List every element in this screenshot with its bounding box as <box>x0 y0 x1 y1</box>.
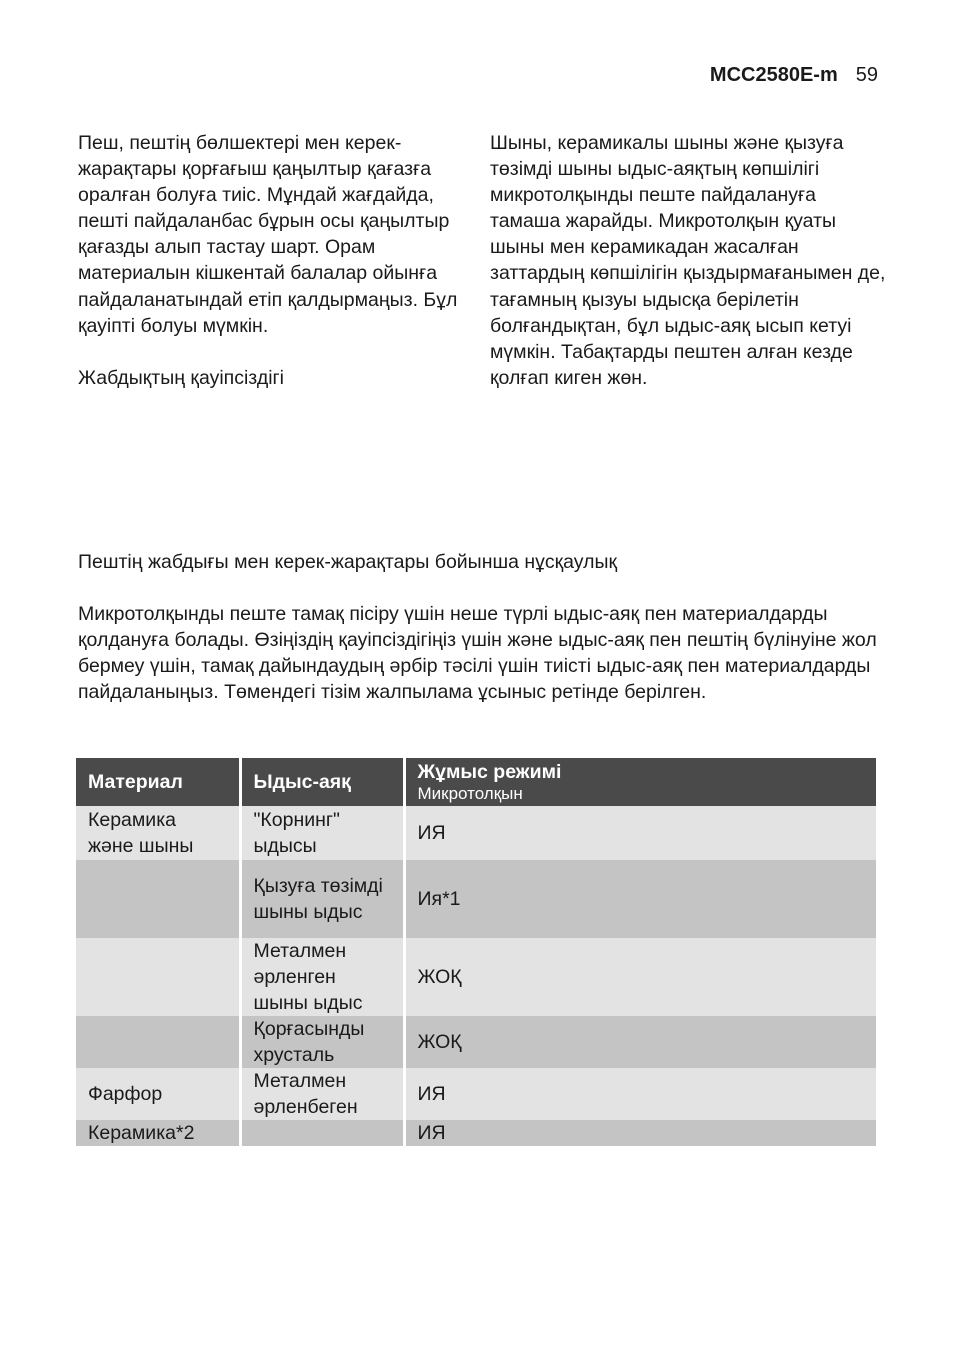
cell-material <box>76 938 240 1016</box>
cell-mode: ЖОҚ <box>404 1016 876 1068</box>
cell-mode: ИЯ <box>404 1068 876 1120</box>
header-dish: Ыдыс-аяқ <box>240 758 404 806</box>
packaging-paragraph: Пеш, пештің бөлшектері мен керек-жарақтары қорғағыш қаңылтыр қағазға оралған болуға тиіс. Мұндай жағдайда, пешті пайдаланбас бұрын осы қаңылтыр қағазды алып тастау шарт. Орам материалын кішкентай балалар ойынға пайдаланатындай етіп қалдырмаңыз. Бұл қауіпті болуы мүмкін. <box>78 132 458 337</box>
page-header <box>710 64 878 87</box>
table-header-row <box>76 758 876 806</box>
cookware-table <box>76 758 876 1146</box>
cell-dish: "Корнинг" ыдысы <box>240 806 404 860</box>
cell-material <box>76 860 240 938</box>
cell-dish: Қызуға төзімді шыны ыдыс <box>240 860 404 938</box>
section-title: Пештің жабдығы мен керек-жарақтары бойынша нұсқаулық <box>78 551 618 573</box>
header-mode <box>404 758 876 806</box>
right-column <box>490 130 890 391</box>
table-row <box>76 1120 876 1146</box>
page-number: 59 <box>855 64 878 86</box>
cell-material <box>76 1016 240 1068</box>
cell-material: Керамика*2 <box>76 1120 240 1146</box>
cell-mode: Ия*1 <box>404 860 876 938</box>
cell-mode: ЖОҚ <box>404 938 876 1016</box>
cell-mode: ИЯ <box>404 1120 876 1146</box>
cell-dish <box>240 1120 404 1146</box>
glassware-paragraph: Шыны, керамикалы шыны және қызуға төзімді шыны ыдыс-аяқтың көпшілігі микротолқынды пеште пайдалануға тамаша жарайды. Микротолқын қуаты шыны мен керамикадан жасалған заттардың көпшілігін қыздырмағанымен де, тағамның қызуы ыдысқа берілетін болғандықтан, бұл ыдыс-аяқ ысып кетуі мүмкін. Табақтарды пештен алған кезде қолғап киген жөн. <box>490 132 886 389</box>
header-material: Материал <box>76 758 240 806</box>
table-row <box>76 806 876 860</box>
cell-material: Керамика және шыны <box>76 806 240 860</box>
table-row <box>76 938 876 1016</box>
cell-mode: ИЯ <box>404 806 876 860</box>
model-number: MCC2580E-m <box>709 64 838 86</box>
table-row <box>76 1016 876 1068</box>
header-mode-subtitle: Микротолқын <box>417 784 523 803</box>
table-row <box>76 860 876 938</box>
cell-dish: Қорғасынды хрусталь <box>240 1016 404 1068</box>
header-mode-title: Жұмыс режимі <box>417 761 562 783</box>
cell-dish: Металмен әрленген шыны ыдыс <box>240 938 404 1016</box>
equipment-safety-heading: Жабдықтың қауіпсіздігі <box>78 366 284 389</box>
cell-dish: Металмен әрленбеген <box>240 1068 404 1120</box>
section-intro: Микротолқынды пеште тамақ пісіру үшін неше түрлі ыдыс-аяқ пен материалдарды қолдануға болады. Өзіңіздің қауіпсіздігіңіз үшін және ыдыс-аяқ пен пештің бүлінуіне жол бермеу үшін, тамақ дайындаудың әрбір тәсілі үшін тиісті ыдыс-аяқ пен материалдарды пайдаланыңыз. Төмендегі тізім жалпылама ұсыныс ретінде берілген. <box>78 603 877 704</box>
table-row <box>76 1068 876 1120</box>
cell-material: Фарфор <box>76 1068 240 1120</box>
left-column <box>78 130 478 391</box>
